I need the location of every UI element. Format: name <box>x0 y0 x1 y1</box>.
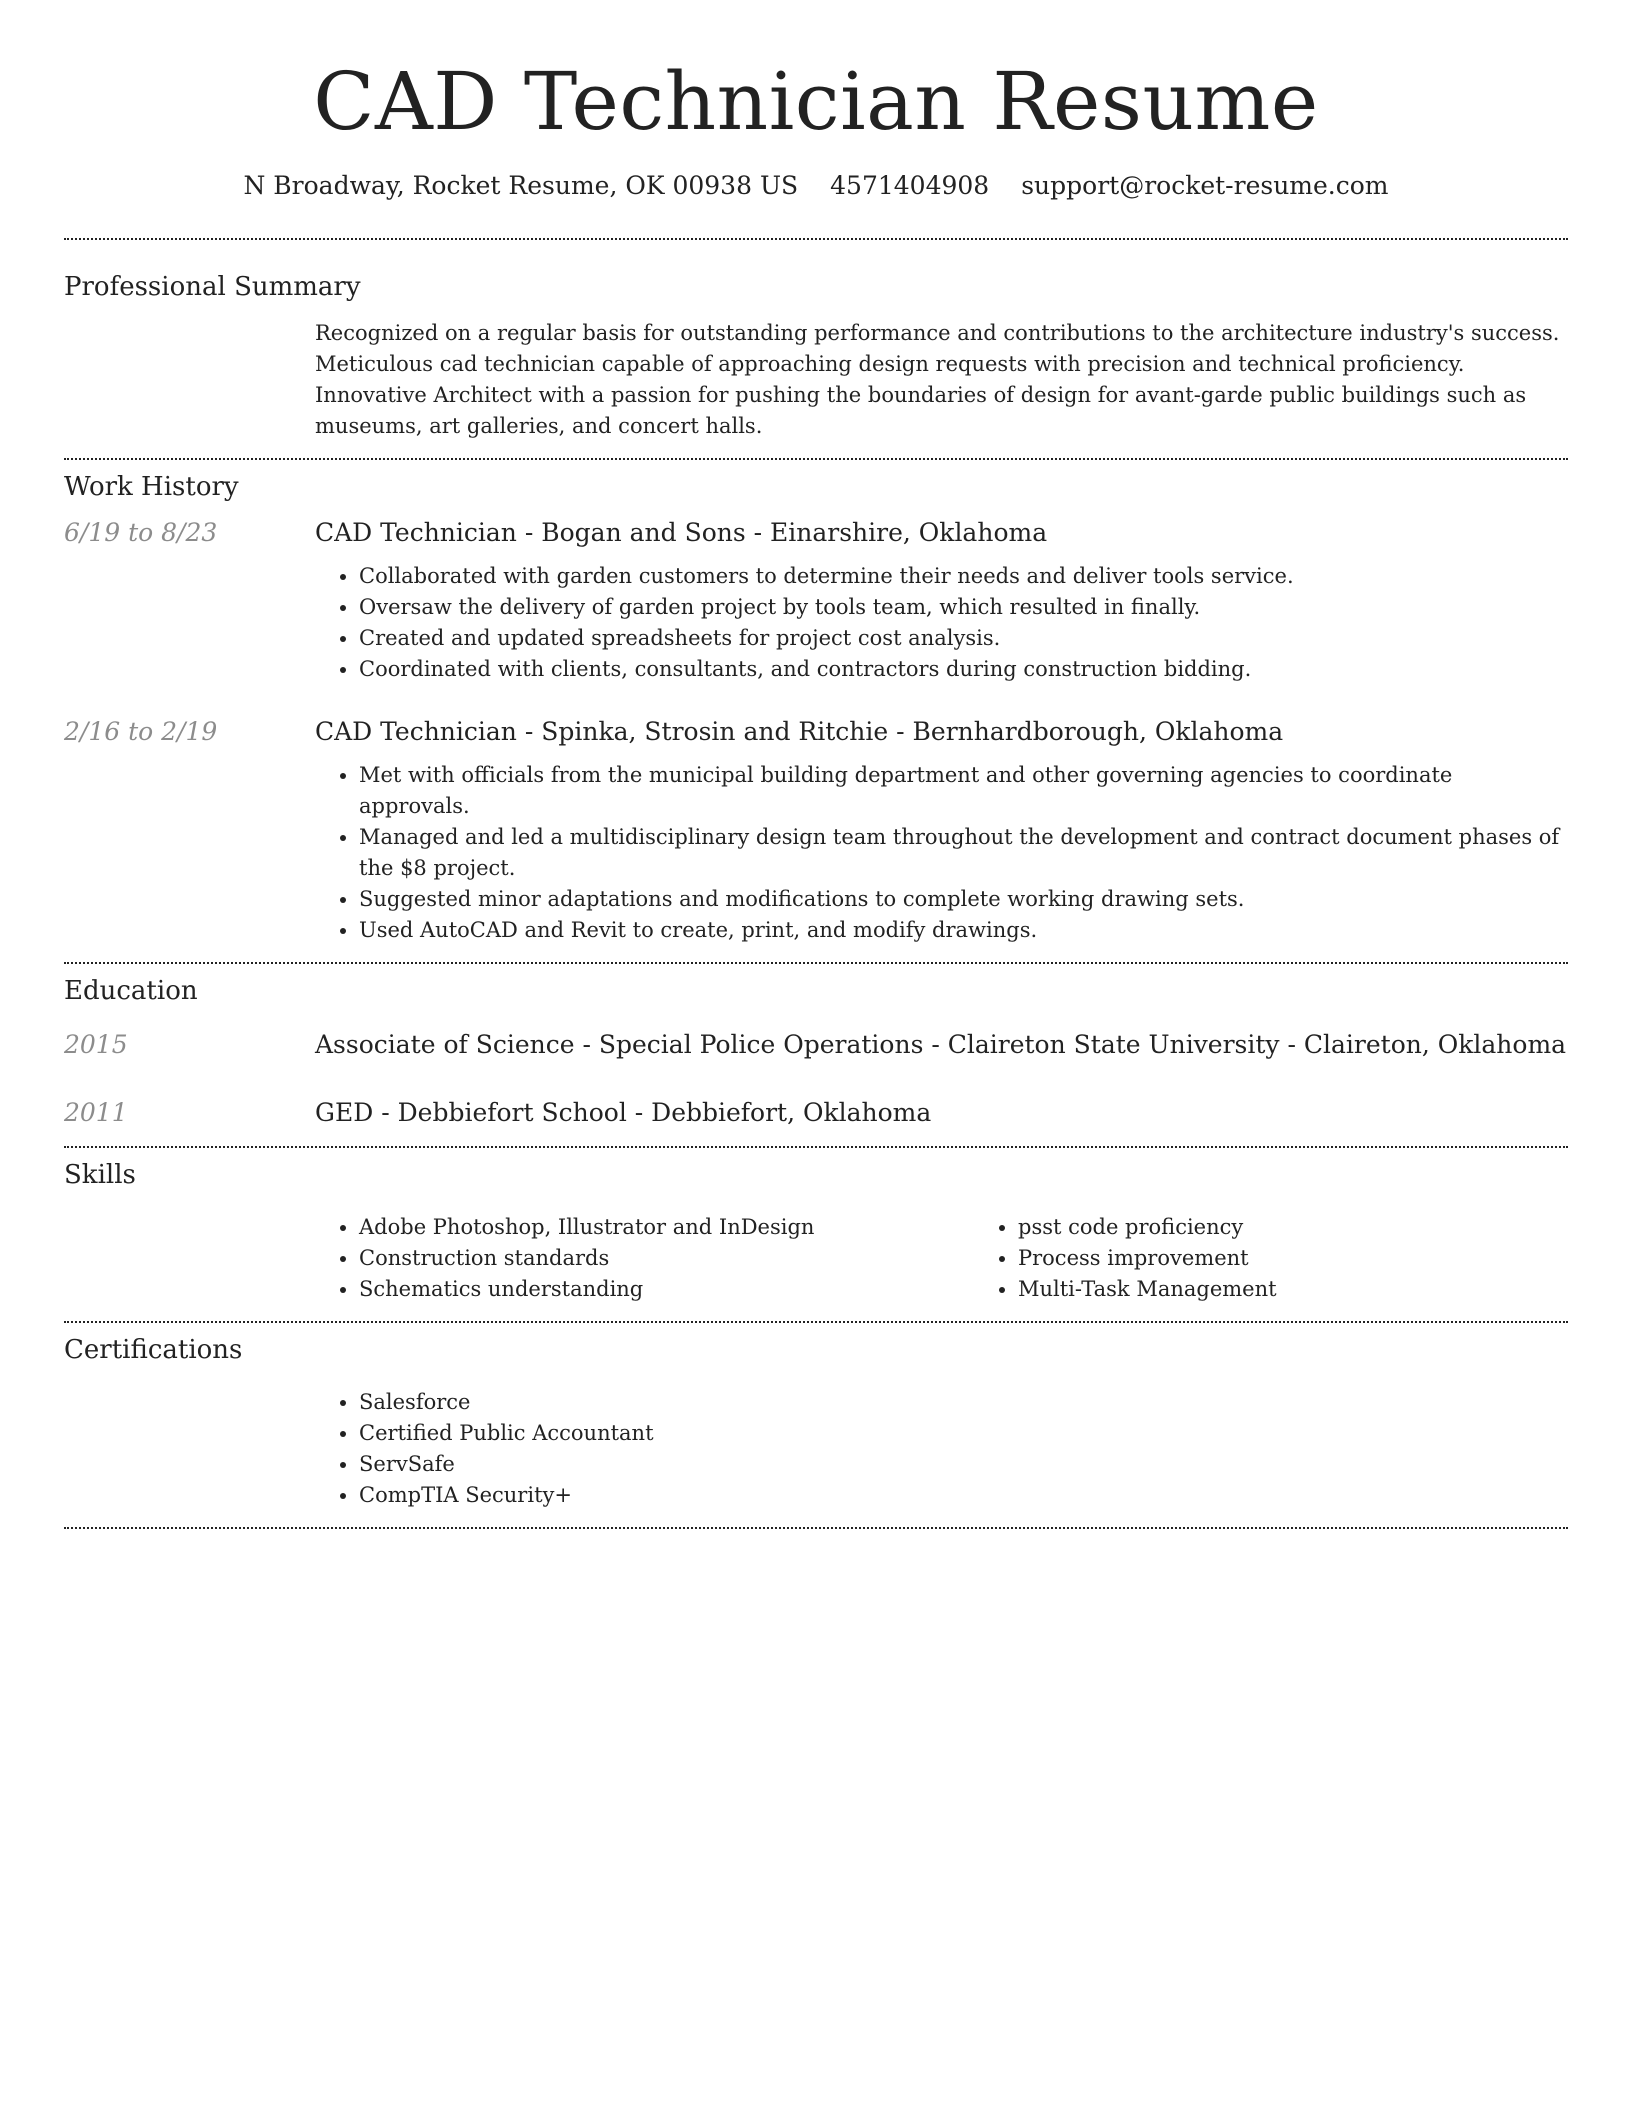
contact-address: N Broadway, Rocket Resume, OK 00938 US <box>243 171 799 200</box>
job-bullets <box>315 760 1568 946</box>
skills-columns <box>315 1212 1632 1305</box>
skill-item: • Process improvement <box>1018 1243 1632 1274</box>
skills-section <box>64 1148 1568 1321</box>
skill-item: • psst code proficiency <box>1018 1212 1632 1243</box>
resume-title: CAD Technician Resume <box>313 55 1319 148</box>
job-bullet: • Oversaw the delivery of garden project by tools team, which resulted in finally. <box>359 592 1568 623</box>
education-title: GED - Debbiefort School - Debbiefort, Oklahoma <box>315 1098 932 1127</box>
skills-heading: Skills <box>64 1160 136 1190</box>
job-bullet: • Suggested minor adaptations and modifications to complete working drawing sets. <box>359 884 1568 915</box>
job-title: CAD Technician - Spinka, Strosin and Ritchie - Bernhardborough, Oklahoma <box>315 717 1284 746</box>
skill-item: • Schematics understanding <box>359 1274 974 1305</box>
job-header <box>64 516 1568 550</box>
job-bullets <box>315 561 1568 685</box>
job-details <box>64 550 1568 685</box>
certifications-section <box>64 1323 1568 1527</box>
job-entry <box>64 516 1568 685</box>
certifications-list <box>315 1387 1568 1511</box>
certifications-heading: Certifications <box>64 1335 243 1365</box>
job-bullet: • Collaborated with garden customers to determine their needs and deliver tools service. <box>359 561 1568 592</box>
education-section <box>64 964 1568 1146</box>
contact-phone: 4571404908 <box>830 171 990 200</box>
education-entry <box>64 1096 1568 1130</box>
job-title: CAD Technician - Bogan and Sons - Einarshire, Oklahoma <box>315 518 1048 547</box>
certification-item: • ServSafe <box>359 1449 1568 1480</box>
job-dates: 6/19 to 8/23 <box>64 518 218 547</box>
section-divider <box>64 1527 1568 1529</box>
job-bullet: • Used AutoCAD and Revit to create, print, and modify drawings. <box>359 915 1568 946</box>
skill-item: • Multi-Task Management <box>1018 1274 1632 1305</box>
job-bullet: • Managed and led a multidisciplinary design team throughout the development and contract document phases of the $8 project. <box>359 822 1568 884</box>
certifications-row <box>64 1387 1568 1527</box>
job-bullet: • Met with officials from the municipal building department and other governing agencies to coordinate approvals. <box>359 760 1568 822</box>
certification-item: • Salesforce <box>359 1387 1568 1418</box>
job-details <box>64 749 1568 946</box>
skills-list-left <box>315 1212 974 1305</box>
skills-row <box>64 1212 1568 1321</box>
education-title: Associate of Science - Special Police Operations - Claireton State University - Claireton, Oklahoma <box>315 1030 1567 1059</box>
skills-list-right <box>974 1212 1632 1305</box>
education-year: 2011 <box>64 1098 128 1127</box>
contact-email: support@rocket-resume.com <box>1021 171 1389 200</box>
education-entry <box>64 1028 1568 1062</box>
education-year: 2015 <box>64 1030 128 1059</box>
work-history-heading: Work History <box>64 472 239 502</box>
resume-header <box>64 0 1568 204</box>
education-heading: Education <box>64 976 198 1006</box>
job-header <box>64 715 1568 749</box>
work-history-section <box>64 460 1568 962</box>
job-dates: 2/16 to 2/19 <box>64 717 218 746</box>
summary-row <box>64 318 1568 458</box>
job-entry <box>64 715 1568 946</box>
skill-item: • Construction standards <box>359 1243 974 1274</box>
skill-item: • Adobe Photoshop, Illustrator and InDesign <box>359 1212 974 1243</box>
contact-line <box>64 168 1568 204</box>
certification-item: • Certified Public Accountant <box>359 1418 1568 1449</box>
certification-item: • CompTIA Security+ <box>359 1480 1568 1511</box>
summary-heading: Professional Summary <box>64 272 361 302</box>
summary-text: Recognized on a regular basis for outstanding performance and contributions to the architecture industry's success. Meticulous cad technician capable of approaching design requests with precision and technical proficiency. Innovative Architect with a passion for pushing the boundaries of design for avant-garde public buildings such as museums, art galleries, and concert halls. <box>315 321 1560 438</box>
job-bullet: • Created and updated spreadsheets for project cost analysis. <box>359 623 1568 654</box>
summary-section <box>64 240 1568 458</box>
job-bullet: • Coordinated with clients, consultants, and contractors during construction bidding. <box>359 654 1568 685</box>
